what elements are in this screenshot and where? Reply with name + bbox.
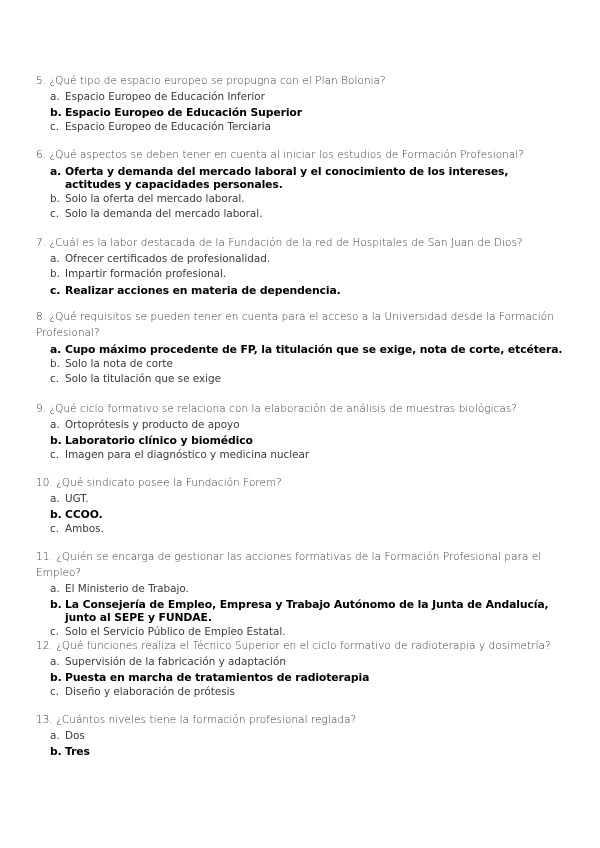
option-letter: b.: [50, 598, 62, 612]
question-text: 8. ¿Qué requisitos se pueden tener en cuenta para el acceso a la Universidad desde la Formación Profesional?: [36, 311, 554, 339]
option-letter: a.: [50, 343, 62, 356]
option-letter: c.: [50, 208, 60, 221]
option-a: [36, 418, 566, 433]
option-letter: b.: [50, 193, 60, 205]
option-text: Diseño y elaboración de prótesis: [65, 686, 235, 699]
option-list: [36, 582, 566, 641]
option-a: [36, 252, 566, 267]
option-list: [36, 252, 566, 298]
option-letter: b.: [50, 745, 62, 759]
option-b-correct: [36, 433, 566, 448]
option-text: Tres: [65, 745, 90, 759]
question-11: [36, 549, 566, 641]
option-b-correct: [36, 744, 566, 759]
question-text: 10. ¿Qué sindicato posee la Fundación Forem?: [36, 477, 282, 489]
question-text: 5. ¿Qué tipo de espacio europeo se propugna con el Plan Bolonia?: [36, 75, 386, 87]
option-b-correct: [36, 507, 566, 522]
option-c: [36, 522, 566, 537]
question-text: 13. ¿Cuántos niveles tiene la formación profesional reglada?: [36, 714, 357, 726]
question-6: [36, 147, 566, 223]
option-letter: a.: [50, 165, 62, 178]
question-5: [36, 73, 566, 136]
question-7: [36, 235, 566, 298]
option-list: [36, 164, 566, 223]
option-a: [36, 492, 566, 507]
option-text: Realizar acciones en materia de dependencia.: [65, 283, 341, 297]
question-12: [36, 638, 566, 701]
question-text: 6. ¿Qué aspectos se deben tener en cuenta al iniciar los estudios de Formación Profesional?: [36, 149, 524, 161]
option-text: Solo la titulación que se exige: [65, 373, 221, 386]
option-letter: b.: [50, 508, 62, 522]
option-list: [36, 492, 566, 538]
option-text: Espacio Europeo de Educación Superior: [65, 106, 302, 120]
option-letter: a.: [50, 583, 60, 595]
option-text: El Ministerio de Trabajo.: [65, 583, 189, 595]
option-text: Dos: [65, 730, 85, 742]
option-text: Ortoprótesis y producto de apoyo: [65, 419, 240, 431]
option-letter: c.: [50, 449, 60, 462]
option-b: [36, 357, 566, 372]
option-letter: b.: [50, 268, 60, 281]
question-text: 7. ¿Cuál es la labor destacada de la Fundación de la red de Hospitales de San Juan de Dios?: [36, 237, 523, 249]
option-letter: a.: [50, 253, 60, 265]
option-letter: b.: [50, 434, 62, 448]
option-text: Puesta en marcha de tratamientos de radioterapia: [65, 671, 370, 685]
question-text: 9. ¿Qué ciclo formativo se relaciona con la elaboración de análisis de muestras biológicas?: [36, 403, 518, 415]
option-a-correct: [36, 342, 566, 357]
option-a: [36, 90, 566, 105]
option-text: Impartir formación profesional.: [65, 268, 227, 281]
option-text: Solo la oferta del mercado laboral.: [65, 193, 245, 205]
option-a: [36, 582, 566, 597]
option-letter: a.: [50, 656, 60, 668]
option-text: Imagen para el diagnóstico y medicina nuclear: [65, 449, 310, 462]
option-text: Espacio Europeo de Educación Inferior: [65, 91, 265, 103]
option-text: Espacio Europeo de Educación Terciaria: [65, 121, 271, 134]
option-a: [36, 729, 566, 744]
option-b: [36, 267, 566, 282]
question-13: [36, 712, 566, 759]
option-letter: a.: [50, 730, 60, 742]
option-list: [36, 90, 566, 136]
option-b: [36, 192, 566, 207]
option-c: [36, 372, 566, 387]
question-text: 11. ¿Quién se encarga de gestionar las acciones formativas de la Formación Profesional para el Empleo?: [36, 551, 542, 579]
option-text: Supervisión de la fabricación y adaptación: [65, 656, 286, 668]
option-c-correct: [36, 283, 566, 298]
option-b-correct: [36, 597, 566, 625]
question-10: [36, 475, 566, 538]
option-letter: a.: [50, 91, 60, 103]
option-letter: b.: [50, 358, 60, 370]
option-letter: c.: [50, 121, 60, 134]
option-list: [36, 655, 566, 701]
option-text: Solo la demanda del mercado laboral.: [65, 208, 263, 221]
option-c: [36, 120, 566, 135]
option-text: Solo la nota de corte: [65, 358, 173, 370]
option-letter: c.: [50, 373, 60, 386]
option-letter: c.: [50, 523, 60, 536]
question-9: [36, 401, 566, 464]
option-list: [36, 342, 566, 388]
option-letter: c.: [50, 626, 60, 639]
option-text: CCOO.: [65, 508, 103, 522]
option-a-correct: [36, 164, 566, 192]
option-text: Cupo máximo procedente de FP, la titulación que se exige, nota de corte, etcétera.: [65, 343, 563, 356]
option-list: [36, 418, 566, 464]
option-text: Ofrecer certificados de profesionalidad.: [65, 253, 271, 265]
option-text: Laboratorio clínico y biomédico: [65, 434, 253, 448]
option-letter: b.: [50, 671, 62, 685]
option-b-correct: [36, 105, 566, 120]
option-text: La Consejería de Empleo, Empresa y Trabajo Autónomo de la Junta de Andalucía, junto al SEPE y FUNDAE.: [65, 598, 549, 625]
option-c: [36, 685, 566, 700]
option-letter: c.: [50, 283, 61, 297]
option-letter: c.: [50, 686, 60, 699]
question-8: [36, 309, 566, 388]
option-b-correct: [36, 670, 566, 685]
option-text: Oferta y demanda del mercado laboral y el conocimiento de los intereses, actitudes y capacidades personales.: [65, 165, 509, 191]
question-text: 12. ¿Qué funciones realiza el Técnico Superior en el ciclo formativo de radioterapia y dosimetría?: [36, 640, 551, 652]
option-letter: b.: [50, 106, 62, 120]
option-letter: a.: [50, 493, 60, 505]
option-text: UGT.: [65, 493, 89, 505]
option-text: Solo el Servicio Público de Empleo Estatal.: [65, 626, 286, 639]
option-list: [36, 729, 566, 759]
option-c: [36, 207, 566, 222]
option-a: [36, 655, 566, 670]
option-text: Ambos.: [65, 523, 104, 536]
option-letter: a.: [50, 419, 60, 431]
option-c: [36, 448, 566, 463]
